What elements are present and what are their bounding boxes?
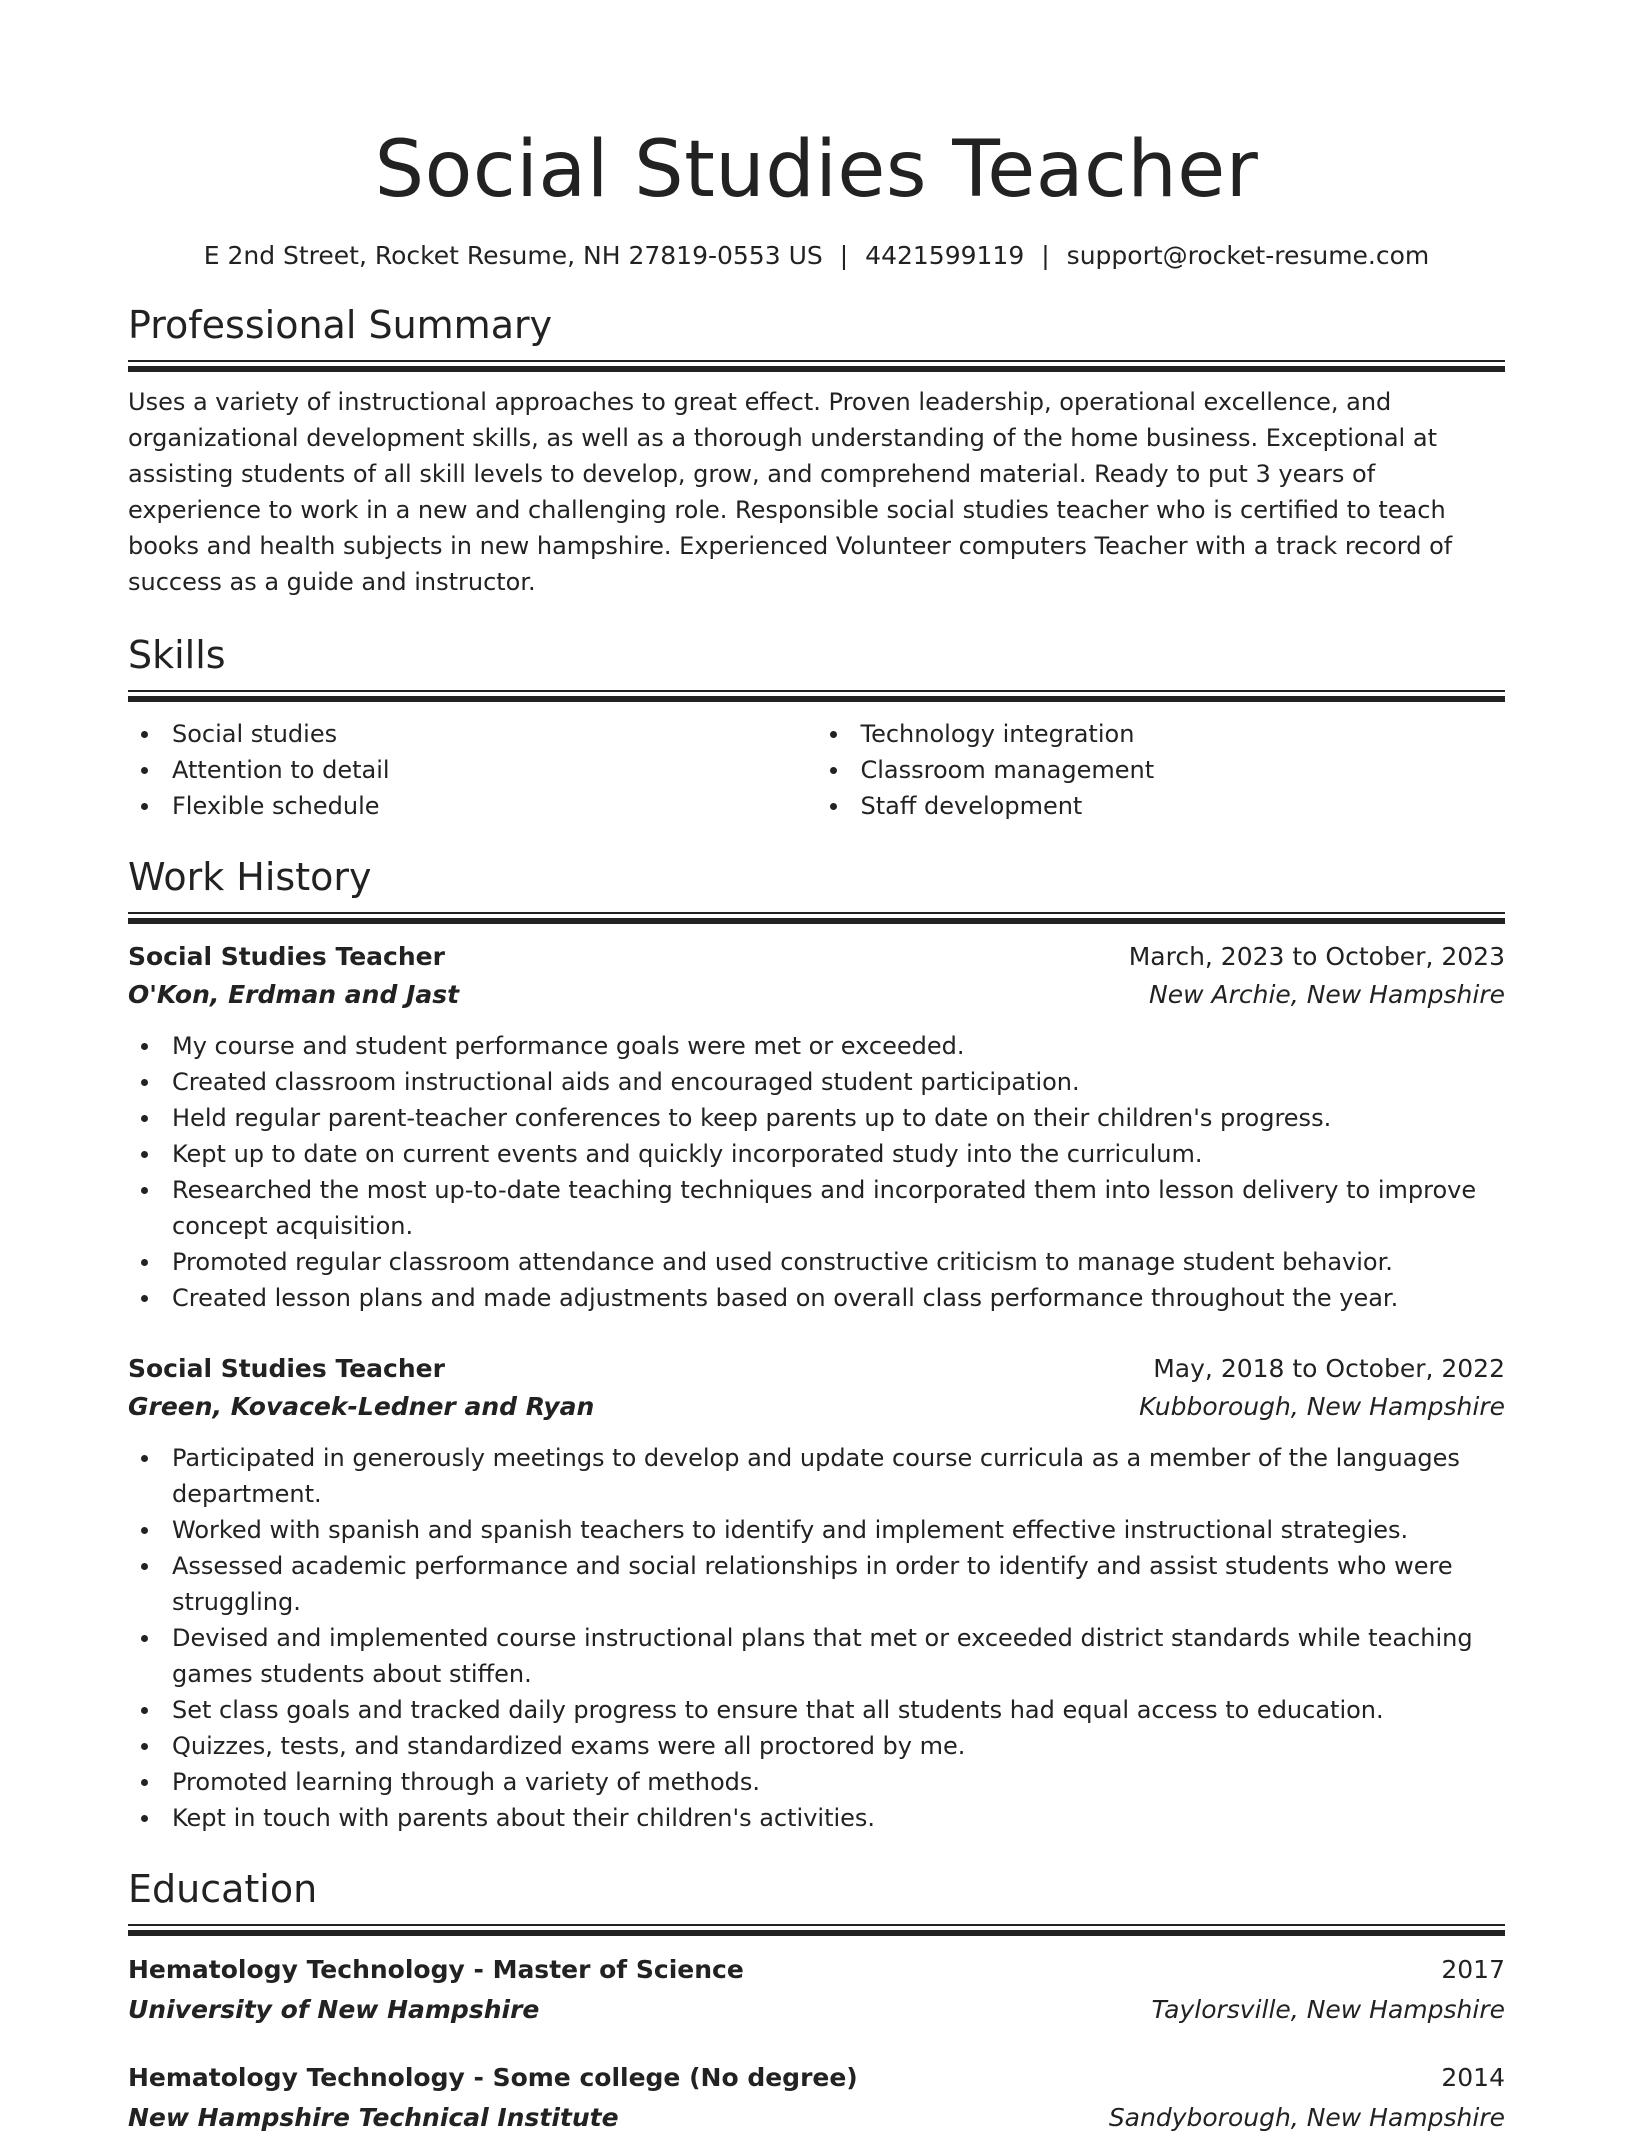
- education-location: Taylorsville, New Hampshire: [1151, 1995, 1505, 2024]
- job-bullet-list: [128, 1440, 1505, 1836]
- summary-section: [128, 302, 1505, 600]
- work-history-heading: Work History: [128, 855, 372, 899]
- job-bullet: Researched the most up-to-date teaching techniques and incorporated them into lesson delivery to improve concept acquisition.: [128, 1172, 1505, 1244]
- job-bullet: Created classroom instructional aids and encouraged student participation.: [128, 1064, 1505, 1100]
- skills-grid: [128, 716, 1505, 824]
- job-bullet: Quizzes, tests, and standardized exams were all proctored by me.: [128, 1728, 1505, 1764]
- job-dates: May, 2018 to October, 2022: [1153, 1354, 1505, 1383]
- job-bullet-list: [128, 1028, 1505, 1316]
- skill-item: Classroom management: [817, 752, 1506, 788]
- job-bullet: Participated in generously meetings to develop and update course curricula as a member of the languages department.: [128, 1440, 1505, 1512]
- education-school-row: [128, 1990, 1505, 2030]
- job-bullet: My course and student performance goals were met or exceeded.: [128, 1028, 1505, 1064]
- summary-heading: Professional Summary: [128, 303, 553, 347]
- job-company: O'Kon, Erdman and Jast: [128, 980, 460, 1009]
- section-divider: [128, 360, 1505, 372]
- education-degree: Hematology Technology - Master of Science: [128, 1955, 744, 1984]
- job-bullet: Kept in touch with parents about their children's activities.: [128, 1800, 1505, 1836]
- education-school: University of New Hampshire: [128, 1995, 540, 2024]
- job-dates: March, 2023 to October, 2023: [1128, 942, 1505, 971]
- job-company-row: [128, 976, 1505, 1014]
- resume-name: Social Studies Teacher: [374, 125, 1259, 215]
- education-location: Sandyborough, New Hampshire: [1108, 2103, 1505, 2132]
- contact-line: [128, 240, 1505, 272]
- education-school-row: [128, 2098, 1505, 2138]
- skill-item: Technology integration: [817, 716, 1506, 752]
- section-divider: [128, 1924, 1505, 1936]
- education-header-row: [128, 1950, 1505, 1990]
- job-location: New Archie, New Hampshire: [1149, 980, 1505, 1009]
- work-history-section: [128, 854, 1505, 1836]
- summary-text: Uses a variety of instructional approaches to great effect. Proven leadership, operational excellence, and organizational development skills, as well as a thorough understanding of the home business. Exceptional at assisting students of all skill levels to develop, grow, and comprehend material. Ready to put 3 years of experience to work in a new and challenging role. Responsible social studies teacher who is certified to teach books and health subjects in new hampshire. Experienced Volunteer computers Teacher with a track record of success as a guide and instructor.: [128, 388, 1453, 596]
- job-entry: [128, 1350, 1505, 1836]
- skill-item: Flexible schedule: [128, 788, 817, 824]
- job-bullet: Kept up to date on current events and quickly incorporated study into the curriculum.: [128, 1136, 1505, 1172]
- job-location: Kubborough, New Hampshire: [1139, 1392, 1505, 1421]
- skill-item: Social studies: [128, 716, 817, 752]
- education-entry: [128, 1950, 1505, 2030]
- skills-heading: Skills: [128, 633, 226, 677]
- job-company-row: [128, 1388, 1505, 1426]
- section-divider: [128, 690, 1505, 702]
- contact-address: E 2nd Street, Rocket Resume, NH 27819-0553 US: [203, 241, 823, 270]
- job-bullet: Promoted regular classroom attendance and used constructive criticism to manage student behavior.: [128, 1244, 1505, 1280]
- skills-section: [128, 632, 1505, 824]
- education-school: New Hampshire Technical Institute: [128, 2103, 619, 2132]
- education-header-row: [128, 2058, 1505, 2098]
- contact-separator: |: [1041, 241, 1050, 270]
- education-year: 2014: [1441, 2063, 1505, 2092]
- education-section: [128, 1866, 1505, 2138]
- skills-column-right: [817, 716, 1506, 824]
- education-entry: [128, 2058, 1505, 2138]
- job-bullet: Assessed academic performance and social relationships in order to identify and assist students who were struggling.: [128, 1548, 1505, 1620]
- skill-item: Staff development: [817, 788, 1506, 824]
- job-company: Green, Kovacek-Ledner and Ryan: [128, 1392, 595, 1421]
- contact-email[interactable]: support@rocket-resume.com: [1066, 241, 1430, 270]
- job-bullet: Created lesson plans and made adjustments based on overall class performance throughout the year.: [128, 1280, 1505, 1316]
- job-title: Social Studies Teacher: [128, 1354, 445, 1383]
- education-degree: Hematology Technology - Some college (No degree): [128, 2063, 858, 2092]
- job-title: Social Studies Teacher: [128, 942, 445, 971]
- job-header-row: [128, 938, 1505, 976]
- contact-phone: 4421599119: [865, 241, 1025, 270]
- resume-page: [128, 0, 1505, 2138]
- job-entry: [128, 938, 1505, 1316]
- job-bullet: Set class goals and tracked daily progress to ensure that all students had equal access to education.: [128, 1692, 1505, 1728]
- section-divider: [128, 912, 1505, 924]
- job-bullet: Devised and implemented course instructional plans that met or exceeded district standards while teaching games students about stiffen.: [128, 1620, 1505, 1692]
- contact-separator: |: [839, 241, 849, 270]
- education-heading: Education: [128, 1867, 318, 1911]
- job-header-row: [128, 1350, 1505, 1388]
- skills-column-left: [128, 716, 817, 824]
- job-bullet: Promoted learning through a variety of methods.: [128, 1764, 1505, 1800]
- job-bullet: Worked with spanish and spanish teachers to identify and implement effective instructional strategies.: [128, 1512, 1505, 1548]
- skills-list: [817, 716, 1506, 824]
- skills-list: [128, 716, 817, 824]
- skill-item: Attention to detail: [128, 752, 817, 788]
- education-year: 2017: [1441, 1955, 1505, 1984]
- job-bullet: Held regular parent-teacher conferences to keep parents up to date on their children's progress.: [128, 1100, 1505, 1136]
